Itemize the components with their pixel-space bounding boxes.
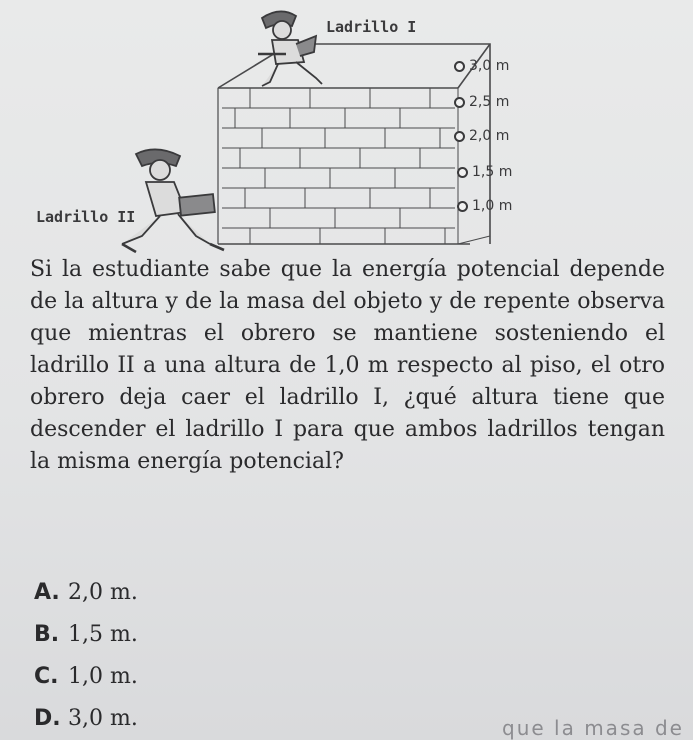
circle-marker-icon xyxy=(457,201,468,212)
answer-options xyxy=(34,572,138,740)
option-letter: C. xyxy=(34,664,59,689)
height-marker-1-0: 1,0 m xyxy=(457,198,512,214)
option-letter: A. xyxy=(34,580,60,605)
circle-marker-icon xyxy=(454,61,465,72)
option-d[interactable] xyxy=(34,698,138,740)
height-marker-3-0: 3,0 m xyxy=(454,58,509,74)
worker-left-icon xyxy=(122,149,224,252)
option-text: 1,0 m. xyxy=(68,664,138,689)
wall-illustration xyxy=(0,0,693,260)
option-letter: B. xyxy=(34,622,60,647)
circle-marker-icon xyxy=(457,167,468,178)
worker-top-icon xyxy=(258,11,322,86)
cut-off-text: que la masa de xyxy=(502,716,684,740)
label-ladrillo-ii: Ladrillo II xyxy=(36,208,136,226)
option-text: 2,0 m. xyxy=(68,580,138,605)
option-text: 1,5 m. xyxy=(68,622,138,647)
option-a[interactable] xyxy=(34,572,138,614)
circle-marker-icon xyxy=(454,131,465,142)
circle-marker-icon xyxy=(454,97,465,108)
option-text: 3,0 m. xyxy=(68,706,138,731)
height-marker-2-5: 2,5 m xyxy=(454,94,509,110)
option-letter: D. xyxy=(34,706,61,731)
option-c[interactable] xyxy=(34,656,138,698)
label-ladrillo-i: Ladrillo I xyxy=(326,18,417,36)
option-b[interactable] xyxy=(34,614,138,656)
brick-ii-icon xyxy=(179,194,215,215)
height-marker-1-5: 1,5 m xyxy=(457,164,512,180)
question-text: Si la estudiante sabe que la energía potencial depende de la altura y de la masa del objeto y de repente observa que mientras el obrero se mantiene sosteniendo el ladrillo II a una altura de 1,0 m respecto al piso, el otro obrero deja caer el ladrillo I, ¿qué altura tiene que descender el ladrillo I para que ambos ladrillos tengan la misma energía potencial? xyxy=(30,257,665,474)
height-marker-2-0: 2,0 m xyxy=(454,128,509,144)
